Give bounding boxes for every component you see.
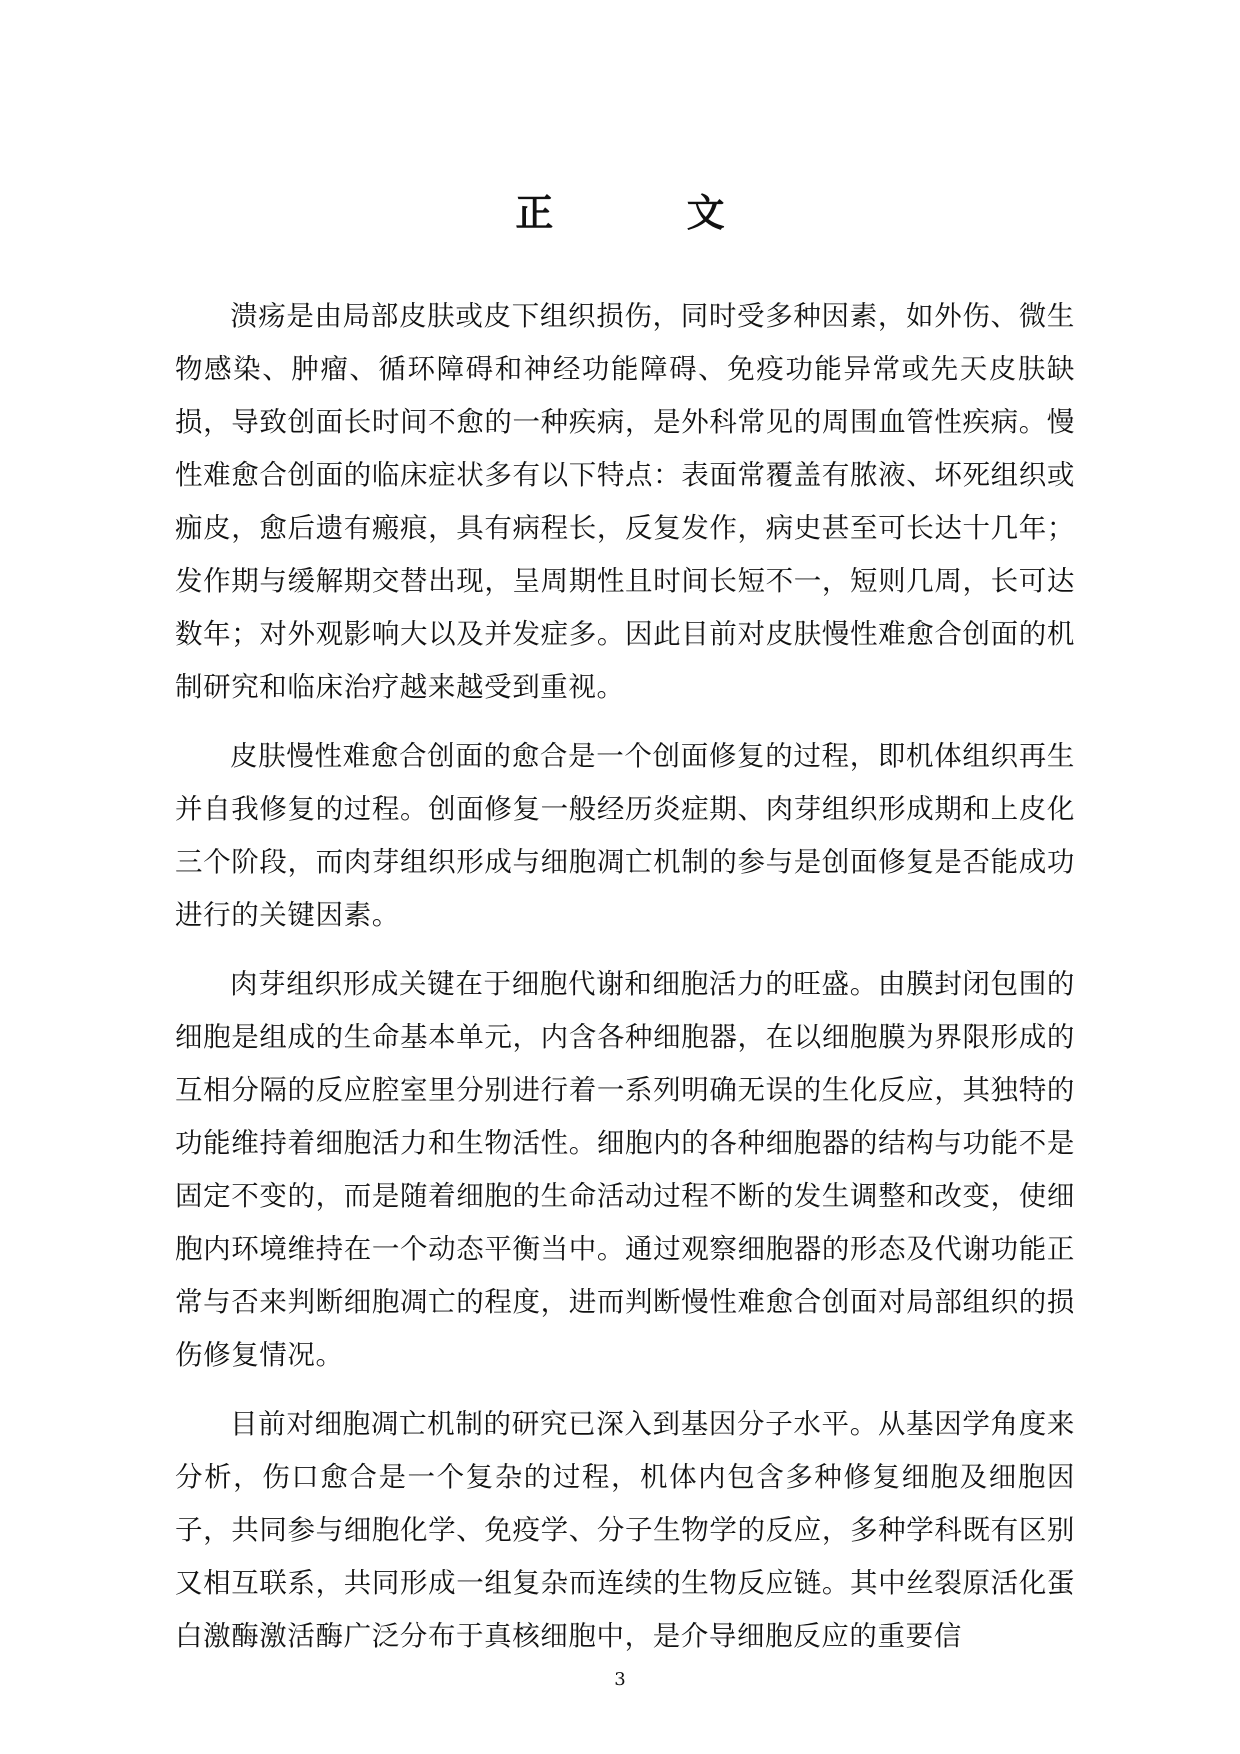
paragraph-3: 肉芽组织形成关键在于细胞代谢和细胞活力的旺盛。由膜封闭包围的细胞是组成的生命基本单元，内含各种细胞器，在以细胞膜为界限形成的互相分隔的反应腔室里分别进行着一系列明确无误的生化反应，其独特的功能维持着细胞活力和生物活性。细胞内的各种细胞器的结构与功能不是固定不变的，而是随着细胞的生命活动过程不断的发生调整和改变，使细胞内环境维持在一个动态平衡当中。通过观察细胞器的形态及代谢功能正常与否来判断细胞凋亡的程度，进而判断慢性难愈合创面对局部组织的损伤修复情况。 bbox=[175, 968, 1075, 1371]
body-text bbox=[175, 290, 1075, 1679]
paragraph-2: 皮肤慢性难愈合创面的愈合是一个创面修复的过程，即机体组织再生并自我修复的过程。创面修复一般经历炎症期、肉芽组织形成期和上皮化三个阶段，而肉芽组织形成与细胞凋亡机制的参与是创面修复是否能成功进行的关键因素。 bbox=[175, 740, 1075, 931]
paragraph-4: 目前对细胞凋亡机制的研究已深入到基因分子水平。从基因学角度来分析，伤口愈合是一个复杂的过程，机体内包含多种修复细胞及细胞因子，共同参与细胞化学、免疫学、分子生物学的反应，多种学科既有区别又相互联系，共同形成一组复杂而连续的生物反应链。其中丝裂原活化蛋白激酶激活酶广泛分布于真核细胞中，是介导细胞反应的重要信 bbox=[175, 1408, 1075, 1652]
page-number: 3 bbox=[614, 1669, 626, 1690]
paragraph-1: 溃疡是由局部皮肤或皮下组织损伤，同时受多种因素，如外伤、微生物感染、肿瘤、循环障碍和神经功能障碍、免疫功能异常或先天皮肤缺损，导致创面长时间不愈的一种疾病，是外科常见的周围血管性疾病。慢性难愈合创面的临床症状多有以下特点：表面常覆盖有脓液、坏死组织或痂皮，愈后遗有瘢痕，具有病程长，反复发作，病史甚至可长达十几年；发作期与缓解期交替出现，呈周期性且时间长短不一，短则几周，长可达数年；对外观影响大以及并发症多。因此目前对皮肤慢性难愈合创面的机制研究和临床治疗越来越受到重视。 bbox=[175, 300, 1075, 703]
section-title: 正 文 bbox=[515, 190, 785, 235]
